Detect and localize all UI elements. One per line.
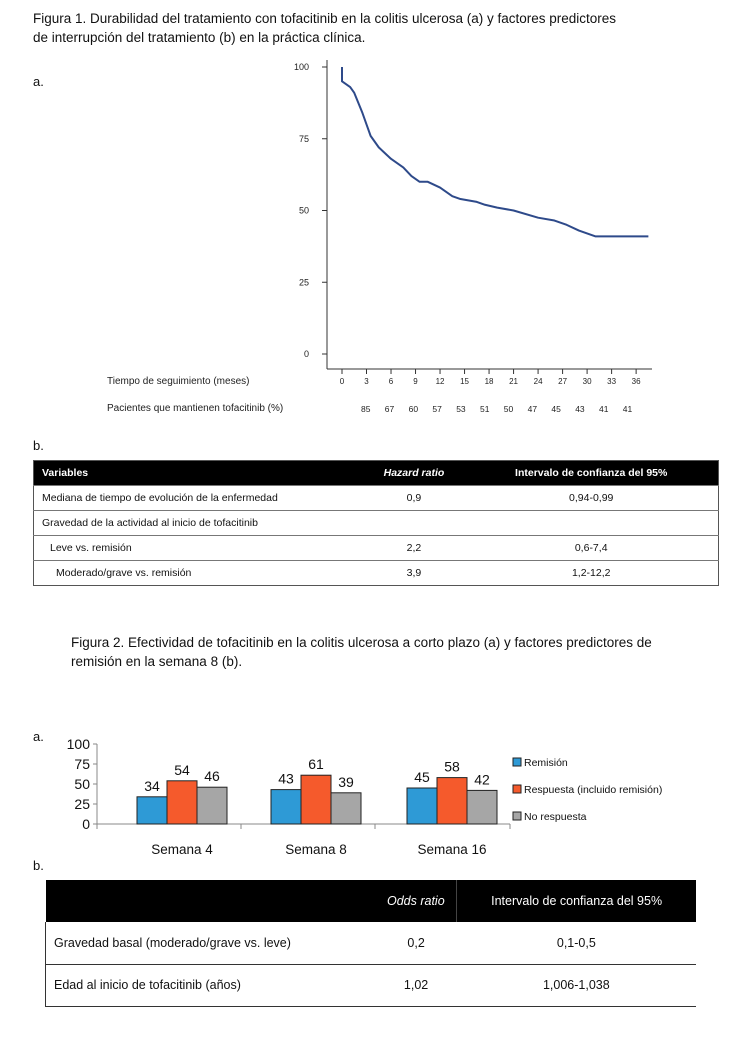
cell-ci: 0,6-7,4 [464, 536, 718, 561]
legend-label: No respuesta [524, 811, 587, 823]
y-tick-label: 75 [298, 133, 309, 144]
cell-or: 0,2 [376, 922, 457, 964]
table-row [34, 511, 719, 536]
header-ci: Intervalo de confianza del 95% [457, 880, 696, 922]
bar [467, 790, 497, 824]
patients-value: 67 [384, 404, 395, 414]
figure1-label-b: b. [33, 438, 44, 453]
patients-value: 41 [599, 404, 609, 414]
x-tick-label: 15 [460, 377, 470, 386]
legend-swatch [513, 785, 521, 793]
cell-variable: Moderado/grave vs. remisión [34, 561, 364, 586]
table-row [34, 536, 719, 561]
x-tick-label: 36 [631, 377, 641, 386]
bar [137, 797, 167, 824]
cell-ci: 0,1-0,5 [457, 922, 696, 964]
bar [271, 790, 301, 824]
figure2-caption [71, 633, 652, 671]
cell-hr: 3,9 [364, 561, 465, 586]
patients-value: 85 [361, 404, 371, 414]
x-tick-label: 21 [509, 377, 519, 386]
legend-swatch [513, 812, 521, 820]
y-tick-label: 0 [82, 816, 90, 832]
patients-value: 53 [456, 404, 466, 414]
legend-swatch [513, 758, 521, 766]
bar [437, 778, 467, 824]
x-tick-label: 24 [533, 377, 543, 386]
header-variable [46, 880, 376, 922]
hazard-ratio-table [33, 460, 719, 586]
table-header [34, 461, 719, 486]
bar [167, 781, 197, 824]
y-tick-label: 100 [66, 736, 90, 752]
category-label: Semana 8 [285, 842, 347, 857]
x-tick-label: 0 [339, 377, 345, 386]
patients-label: Pacientes que mantienen tofacitinib (%) [107, 403, 284, 414]
cell-variable: Leve vs. remisión [34, 536, 364, 561]
legend-label: Respuesta (incluido remisión) [524, 784, 663, 796]
patients-value: 57 [432, 404, 442, 414]
x-tick-label: 12 [435, 377, 445, 386]
cell-ci: 1,006-1,038 [457, 964, 696, 1006]
bar-data-label: 58 [444, 758, 460, 775]
y-tick-label: 50 [298, 205, 309, 216]
x-tick-label: 6 [388, 377, 394, 386]
figure2-label-a: a. [33, 729, 44, 744]
odds-ratio-table [45, 880, 696, 1007]
header-ci: Intervalo de confianza del 95% [464, 461, 718, 486]
survival-curve [342, 67, 648, 236]
patients-value: 43 [575, 404, 585, 414]
bar-data-label: 45 [414, 769, 430, 785]
y-tick-label: 0 [303, 349, 309, 359]
patients-value: 47 [527, 404, 538, 414]
category-label: Semana 16 [417, 842, 487, 857]
y-tick-label: 75 [74, 756, 90, 772]
y-tick-label: 100 [293, 62, 309, 72]
cell-ci: 1,2-12,2 [464, 561, 718, 586]
patients-value: 45 [551, 404, 561, 414]
bar-data-label: 34 [144, 777, 160, 794]
header-hazard-ratio: Hazard ratio [364, 461, 465, 486]
x-tick-label: 27 [558, 377, 568, 386]
figure2-caption-line2: remisión en la semana 8 (b). [71, 654, 243, 669]
bar [407, 788, 437, 824]
table-row [34, 486, 719, 511]
table-row [34, 561, 719, 586]
bar-data-label: 46 [204, 768, 220, 785]
effectiveness-bar-chart [0, 730, 750, 870]
xaxis-label: Tiempo de seguimiento (meses) [107, 376, 250, 387]
figure1-caption-line2: de interrupción del tratamiento (b) en la práctica clínica. [33, 30, 366, 45]
cell-variable: Mediana de tiempo de evolución de la enfermedad [34, 486, 364, 511]
cell-variable: Edad al inicio de tofacitinib (años) [46, 964, 376, 1006]
figure1-caption-line1: Figura 1. Durabilidad del tratamiento con tofacitinib en la colitis ulcerosa (a) y factores predictores [33, 11, 617, 26]
cell-or: 1,02 [376, 964, 457, 1006]
x-tick-label: 9 [413, 377, 418, 386]
cell-hr [364, 511, 465, 536]
x-tick-label: 33 [607, 377, 617, 386]
cell-variable: Gravedad de la actividad al inicio de tofacitinib [34, 511, 364, 536]
x-tick-label: 18 [484, 377, 494, 386]
bar-data-label: 54 [174, 761, 190, 778]
bar-data-label: 39 [338, 773, 354, 790]
table-header [46, 880, 697, 922]
figure1-label-a: a. [33, 74, 44, 89]
patients-value: 60 [408, 404, 419, 414]
table-row [46, 922, 697, 964]
bar [331, 793, 361, 824]
y-tick-label: 25 [298, 277, 309, 288]
bar-data-label: 43 [278, 770, 294, 787]
patients-value: 41 [622, 404, 633, 414]
y-tick-label: 50 [74, 776, 90, 792]
cell-variable: Gravedad basal (moderado/grave vs. leve) [46, 922, 376, 964]
table-row [46, 964, 697, 1006]
legend-label: Remisión [524, 757, 568, 769]
survival-line-chart [0, 0, 750, 400]
bar [197, 787, 227, 824]
header-odds-ratio: Odds ratio [376, 880, 457, 922]
category-label: Semana 4 [151, 842, 213, 857]
figure2-label-b: b. [33, 858, 44, 873]
figure2-caption-line1: Figura 2. Efectividad de tofacitinib en la colitis ulcerosa a corto plazo (a) y factores predictores de [71, 635, 652, 650]
x-tick-label: 30 [582, 377, 592, 386]
cell-ci: 0,94-0,99 [464, 486, 718, 511]
bar [301, 775, 331, 824]
bar-data-label: 61 [308, 756, 324, 773]
patients-value: 51 [480, 404, 490, 414]
y-tick-label: 25 [74, 796, 90, 812]
x-tick-label: 3 [364, 377, 369, 386]
header-variables: Variables [34, 461, 364, 486]
cell-ci [464, 511, 718, 536]
cell-hr: 2,2 [364, 536, 465, 561]
cell-hr: 0,9 [364, 486, 465, 511]
patients-value: 50 [503, 404, 514, 414]
bar-data-label: 42 [474, 771, 490, 788]
